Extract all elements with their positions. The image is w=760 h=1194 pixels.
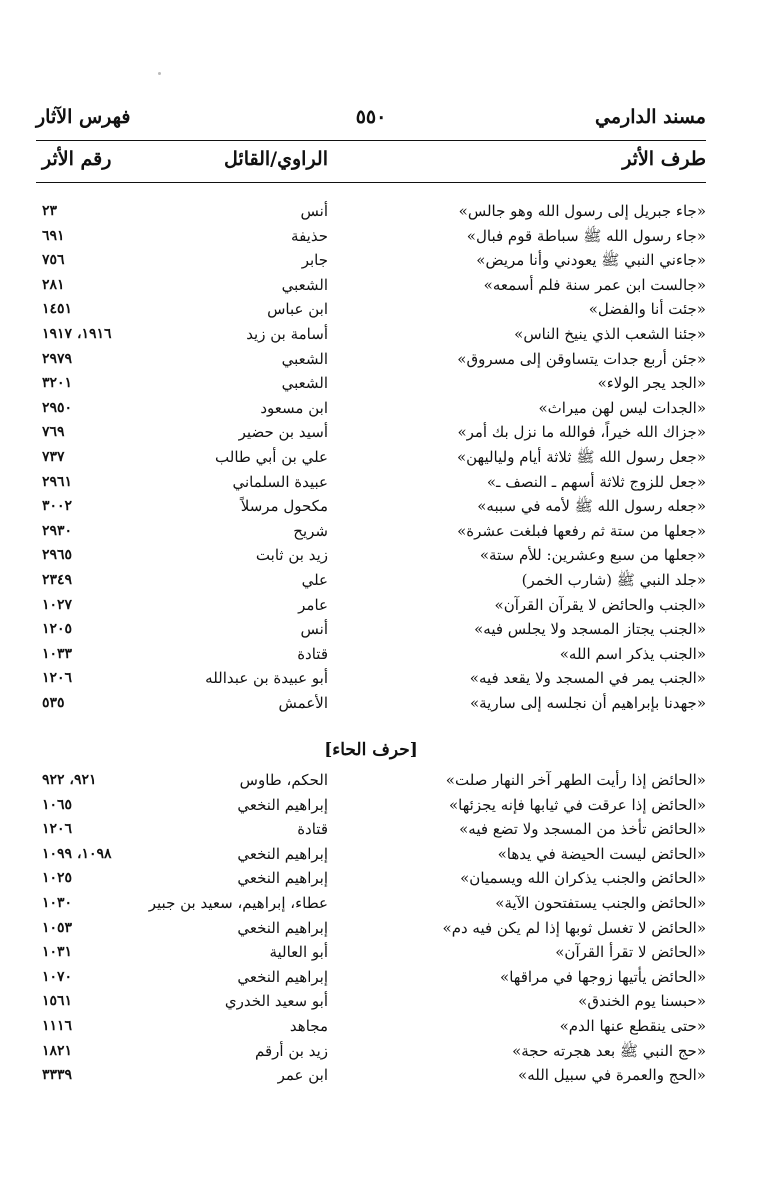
entry-number: ٢٨١ [42,276,65,293]
index-entry [36,593,706,618]
entry-athar-text: «جئنا الشعب الذي ينيخ الناس» [514,324,706,343]
entry-athar-text: «جالست ابن عمر سنة فلم أسمعه» [483,275,706,294]
entry-athar-text: «جاء رسول الله ﷺ سباطة قوم فبال» [466,226,706,245]
entry-narrator: مكحول مرسلاً [240,497,328,516]
entry-number: ١٥٦١ [42,993,73,1010]
entry-narrator: عبيدة السلماني [232,472,328,491]
index-entries-jeem [36,199,706,715]
entry-athar-text: «الجد يجر الولاء» [597,374,706,393]
entry-athar-text: «الحائض والجنب يذكران الله ويسميان» [460,869,706,888]
entry-athar-text: «الحائض يأتيها زوجها في مراقها» [500,967,706,986]
entry-number: ٢٩٦٥ [42,547,73,564]
entry-narrator: أبو العالية [269,943,328,962]
entry-narrator: الشعبي [281,374,328,393]
column-header-athar: طرف الأثر [622,148,706,170]
book-title: مسند الدارمي [595,106,706,128]
entry-narrator: أسيد بن حضير [238,423,328,442]
entry-athar-text: «الحائض لا تقرأ القرآن» [555,943,706,962]
entry-athar-text: «جعلها من ستة ثم رفعها فبلغت عشرة» [457,521,706,540]
entry-narrator: مجاهد [289,1016,328,1035]
column-header-narrator: الراوي/القائل [224,148,328,170]
index-entry [36,248,706,273]
index-entry [36,989,706,1014]
index-entry [36,470,706,495]
index-entry [36,940,706,965]
entry-athar-text: «الجنب والحائض لا يقرآن القرآن» [494,595,706,614]
entry-number: ٩٢١، ٩٢٢ [42,772,97,788]
entry-number: ١٠٣٠ [42,894,73,911]
entry-number: ١٠٣١ [42,944,73,961]
index-entry [36,347,706,372]
index-entry [36,199,706,224]
index-entry [36,965,706,990]
entry-athar-text: «الحائض لا تغسل ثوبها إذا لم يكن فيه دم» [442,918,706,937]
page-number: ٥٥٠ [355,106,387,128]
column-headers [36,148,706,178]
entry-athar-text: «الحائض تأخذ من المسجد ولا تضع فيه» [459,820,706,839]
index-entry [36,642,706,667]
entry-number: ١٠٦٥ [42,796,73,813]
entry-athar-text: «الجنب يجتاز المسجد ولا يجلس فيه» [474,620,706,639]
entry-number: ٢٩٣٠ [42,522,73,539]
index-entry [36,420,706,445]
index-entry [36,793,706,818]
index-entry [36,322,706,347]
entry-number: ٢٣ [42,203,58,219]
index-entry [36,519,706,544]
entry-narrator: قتادة [297,820,328,839]
entry-narrator: ابن عباس [267,300,328,319]
index-entry [36,1014,706,1039]
entry-athar-text: «جعلها من سبع وعشرين: للأم ستة» [479,546,706,565]
entry-number: ٢٩٦١ [42,473,73,490]
index-entry [36,396,706,421]
index-entry [36,297,706,322]
entry-narrator: إبراهيم النخعي [237,869,328,888]
entry-number: ١٢٠٦ [42,821,73,838]
entry-athar-text: «جعله رسول الله ﷺ لأمه في سببه» [477,497,706,516]
entry-number: ١٨٢١ [42,1042,73,1059]
entry-number: ١٤٥١ [42,301,73,318]
entry-athar-text: «الجنب يمر في المسجد ولا يقعد فيه» [469,669,706,688]
entry-athar-text: «جلد النبي ﷺ (شارب الخمر) [521,570,706,589]
entry-athar-text: «جعل رسول الله ﷺ ثلاثة أيام ولياليهن» [456,447,706,466]
entry-narrator: أبو عبيدة بن عبدالله [205,669,328,688]
entry-number: ٣٠٠٢ [42,498,73,515]
entry-number: ٣٢٠١ [42,375,73,392]
index-entry [36,224,706,249]
entry-number: ١١١٦ [42,1017,73,1034]
entry-athar-text: «جهدنا بإبراهيم أن نجلسه إلى سارية» [469,693,706,712]
entry-athar-text: «حج النبي ﷺ بعد هجرته حجة» [512,1041,706,1060]
entry-narrator: شريح [293,521,328,540]
entry-narrator: حذيفة [291,226,328,245]
running-head [36,106,706,134]
scan-speck [158,72,161,75]
index-entry [36,568,706,593]
section-title: فهرس الآثار [36,106,131,128]
entry-athar-text: «الحائض إذا رأيت الطهر آخر النهار صلت» [445,771,706,789]
entry-number: ٢٩٥٠ [42,399,73,416]
entry-number: ٧٥٦ [42,252,65,269]
entry-narrator: علي بن أبي طالب [215,447,328,466]
entry-number: ١٢٠٥ [42,621,73,638]
entry-narrator: زيد بن ثابت [255,546,328,565]
entry-number: ١٠٢٧ [42,596,73,613]
index-entry [36,273,706,298]
entry-athar-text: «الحائض إذا عرقت في ثيابها فإنه يجزئها» [449,795,706,814]
entry-narrator: إبراهيم النخعي [237,795,328,814]
index-entry [36,617,706,642]
entry-athar-text: «جزاك الله خيراً، فوالله ما نزل بك أمر» [457,423,706,442]
entry-narrator: إبراهيم النخعي [237,918,328,937]
column-header-rule [36,182,706,183]
entry-number: ١٠٧٠ [42,968,73,985]
entry-narrator: أنس [300,202,328,220]
entry-number: ١٢٠٦ [42,670,73,687]
entry-number: ١٩١٦، ١٩١٧ [42,325,112,342]
entry-athar-text: «جعل للزوج ثلاثة أسهم ـ النصف ـ» [486,472,706,491]
entry-narrator: أبو سعيد الخدري [224,992,328,1011]
entry-narrator: الأعمش [278,693,328,712]
entry-number: ٧٣٧ [42,448,65,465]
entry-athar-text: «حبسنا يوم الخندق» [578,992,706,1011]
section-heading: [حرف الحاء] [324,740,418,760]
index-entry [36,445,706,470]
entry-athar-text: «الحائض ليست الحيضة في يدها» [497,844,706,863]
index-entry [36,842,706,867]
entry-narrator: الحكم، طاوس [239,771,328,789]
entry-narrator: زيد بن أرقم [255,1041,328,1060]
entry-number: ٢٩٧٩ [42,350,73,367]
entry-number: ١٠٣٣ [42,645,73,662]
entry-narrator: علي [301,570,328,589]
entry-narrator: قتادة [297,644,328,663]
column-header-number: رقم الأثر [42,148,112,170]
entry-narrator: ابن عمر [277,1066,328,1085]
header-rule [36,140,706,141]
index-entries-haa [36,768,706,1088]
index-entry [36,866,706,891]
entry-narrator: إبراهيم النخعي [237,844,328,863]
entry-athar-text: «الحائض والجنب يستفتحون الآية» [495,893,706,912]
index-entry [36,817,706,842]
index-entry [36,691,706,716]
index-entry [36,768,706,793]
entry-number: ٦٩١ [42,227,65,244]
entry-narrator: أسامة بن زيد [246,324,328,343]
entry-athar-text: «الجنب يذكر اسم الله» [559,644,706,663]
entry-number: ٣٣٣٩ [42,1067,73,1084]
entry-athar-text: «الجدات ليس لهن ميراث» [538,398,706,417]
entry-number: ٢٣٤٩ [42,571,73,588]
index-entry [36,891,706,916]
entry-athar-text: «جاء جبريل إلى رسول الله وهو جالس» [458,202,706,220]
entry-narrator: إبراهيم النخعي [237,967,328,986]
entry-narrator: الشعبي [281,275,328,294]
entry-number: ١٠٢٥ [42,870,73,887]
index-entry [36,494,706,519]
index-entry [36,1063,706,1088]
index-entry [36,543,706,568]
entry-athar-text: «حتى ينقطع عنها الدم» [559,1016,706,1035]
entry-narrator: الشعبي [281,349,328,368]
index-entry [36,666,706,691]
entry-athar-text: «جئن أربع جدات يتساوقن إلى مسروق» [457,349,706,368]
entry-number: ١٠٩٨، ١٠٩٩ [42,845,112,862]
entry-number: ٥٣٥ [42,694,65,711]
entry-narrator: أنس [300,620,328,639]
index-entry [36,371,706,396]
entry-number: ١٠٥٣ [42,919,73,936]
entry-number: ٧٦٩ [42,424,65,441]
index-entry [36,916,706,941]
index-entry [36,1039,706,1064]
entry-athar-text: «جاءني النبي ﷺ يعودني وأنا مريض» [476,251,706,270]
entry-narrator: عطاء، إبراهيم، سعيد بن جبير [148,893,328,912]
entry-narrator: عامر [298,595,328,614]
entry-athar-text: «جئت أنا والفضل» [588,300,706,319]
entry-narrator: جابر [301,251,328,270]
entry-narrator: ابن مسعود [260,398,328,417]
entry-athar-text: «الحج والعمرة في سبيل الله» [518,1066,706,1085]
